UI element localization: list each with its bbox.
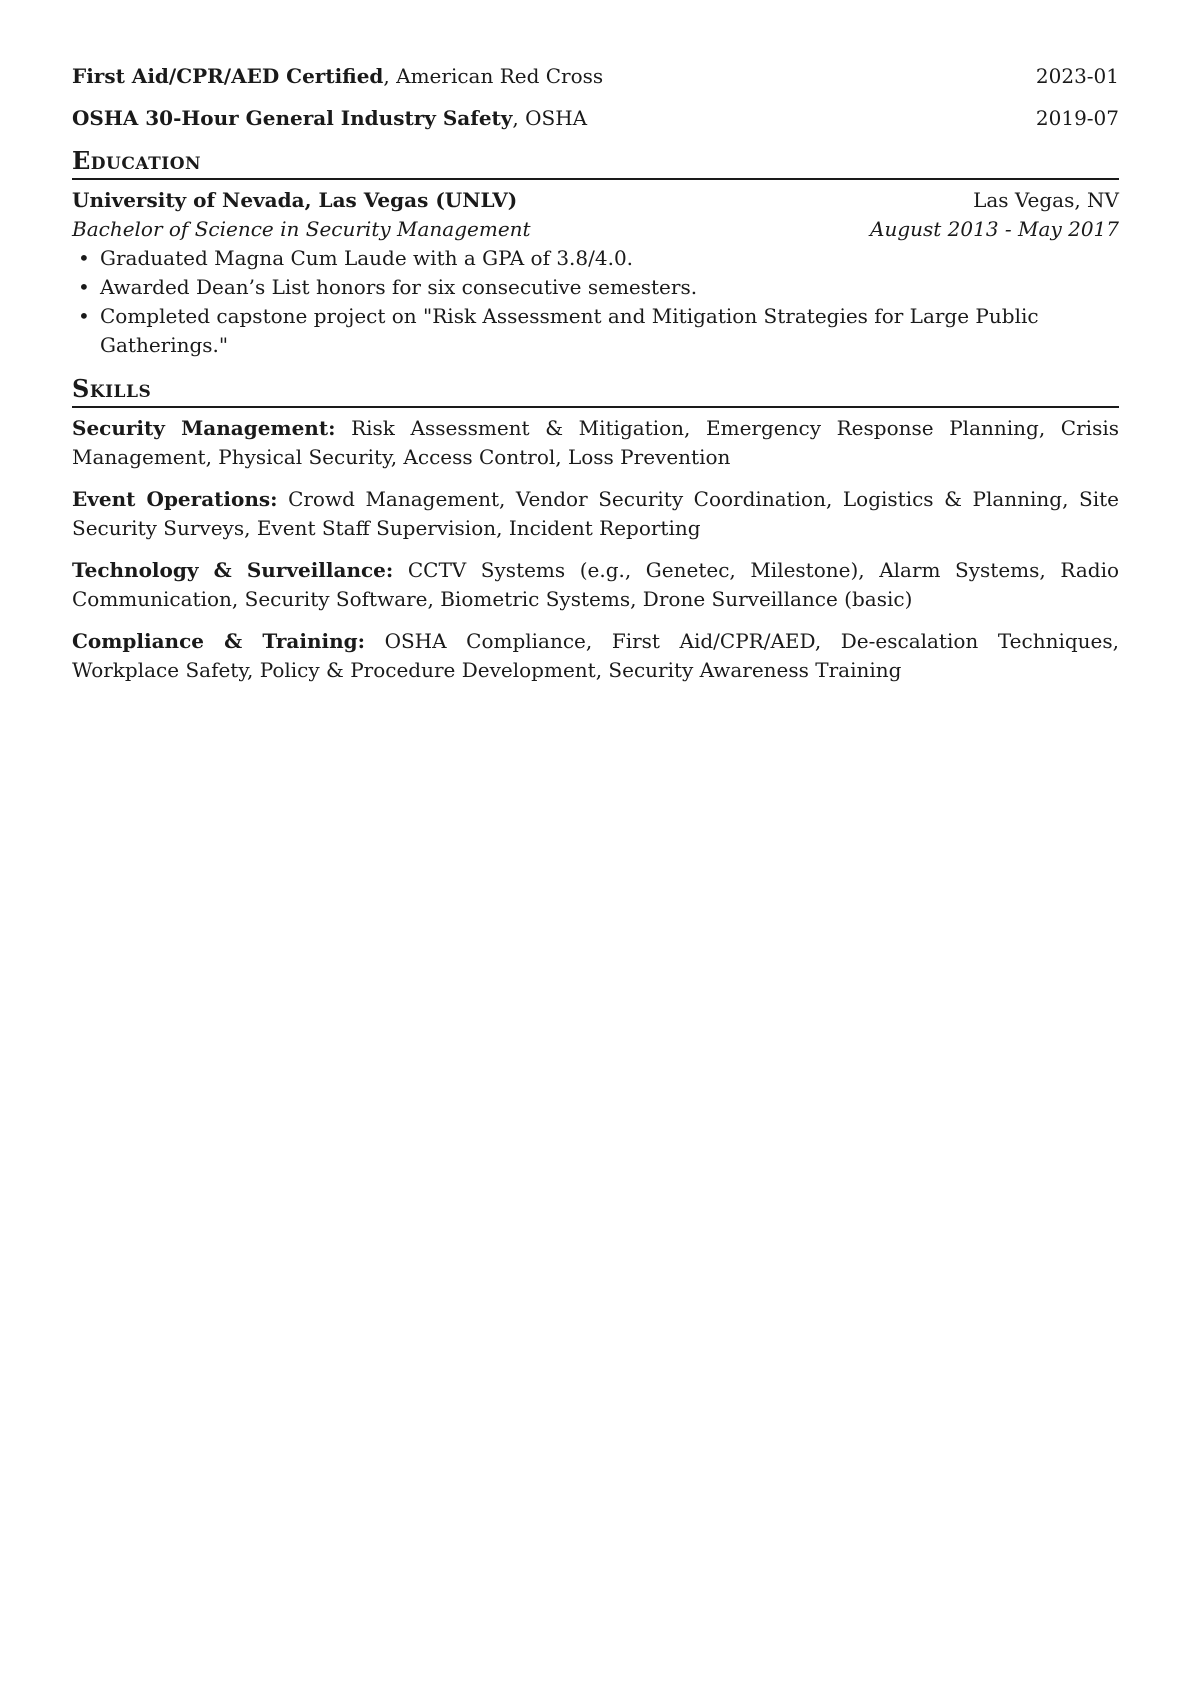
skill-label: Event Operations: [72, 487, 278, 511]
education-bullets [72, 244, 1119, 360]
skill-category [72, 414, 1119, 472]
certification-entry [72, 104, 1119, 133]
certification-date: 2023-01 [1035, 64, 1119, 88]
skill-text: CCTV Systems (e.g., Genetec, Milestone), Alarm Systems, Radio Communication, Security Software, Biometric Systems, Drone Surveillance (basic) [72, 558, 1120, 611]
certification-issuer: , American Red Cross [383, 64, 604, 88]
certification-name: OSHA 30-Hour General Industry Safety [72, 106, 513, 130]
resume-page [72, 62, 1119, 698]
certification-title [72, 62, 603, 91]
skill-label: Compliance & Training: [72, 629, 365, 653]
list-item: • Awarded Dean’s List honors for six consecutive semesters. [72, 273, 1119, 302]
skill-text: OSHA Compliance, First Aid/CPR/AED, De-escalation Techniques, Workplace Safety, Policy & Procedure Development, Security Awareness Training [72, 629, 1119, 682]
list-item: • Graduated Magna Cum Laude with a GPA of 3.8/4.0. [72, 244, 1119, 273]
education-heading: Education [72, 146, 1119, 180]
skill-text: Crowd Management, Vendor Security Coordination, Logistics & Planning, Site Security Surveys, Event Staff Supervision, Incident Reporting [72, 487, 1119, 540]
skill-category [72, 627, 1119, 685]
certification-issuer: , OSHA [512, 106, 588, 130]
certification-date: 2019-07 [1035, 106, 1119, 130]
skill-text: Risk Assessment & Mitigation, Emergency Response Planning, Crisis Management, Physical Security, Access Control, Loss Prevention [72, 416, 1119, 469]
skill-category [72, 485, 1119, 543]
skill-category [72, 556, 1119, 614]
skill-label: Security Management: [72, 416, 336, 440]
school-name: University of Nevada, Las Vegas (UNLV) [72, 188, 518, 212]
education-degree-row [72, 215, 1119, 244]
certification-name: First Aid/CPR/AED Certified [72, 64, 384, 88]
certification-entry [72, 62, 1119, 91]
degree-name: Bachelor of Science in Security Management [72, 217, 531, 241]
school-location: Las Vegas, NV [973, 188, 1119, 212]
education-school-row [72, 186, 1119, 215]
certification-title [72, 104, 587, 133]
skill-label: Technology & Surveillance: [72, 558, 394, 582]
list-item: • Completed capstone project on "Risk Assessment and Mitigation Strategies for Large Public Gatherings." [72, 302, 1119, 360]
skills-heading: Skills [72, 374, 1119, 408]
education-dates: August 2013 - May 2017 [870, 217, 1119, 241]
